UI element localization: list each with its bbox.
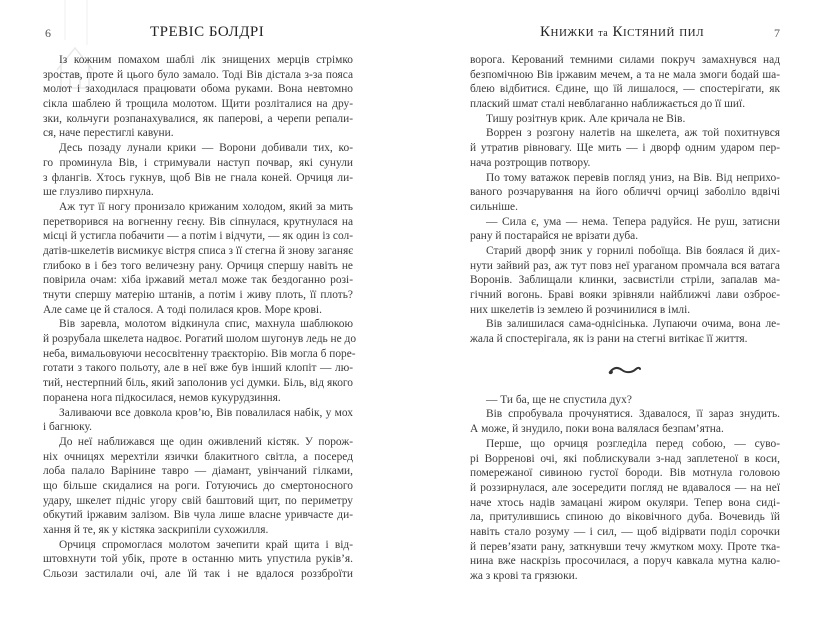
- section-ornament-icon: [470, 347, 780, 393]
- text-line: Воррен з розгону налетів на шкелета, аж той похитнувся: [486, 127, 780, 140]
- text-line: перетворився на вогненну геєну. Вів сіпнулася, крутнулася на: [43, 215, 353, 228]
- text-line: повірила очам: хіба іржавий метал може так бездоганно розі-: [43, 274, 353, 287]
- paragraph: [470, 53, 780, 112]
- text-line: — Сила є, ума — нема. Тепера радуйся. Не руш, затисни: [486, 215, 780, 228]
- paragraph: [470, 407, 780, 436]
- paragraph: [43, 200, 353, 318]
- text-line: й роззирнулася, але зосередити погляд не вдавалося — на неї: [470, 481, 780, 494]
- text-line: тнути спершу матерію штанів, а потім і живу плоть, її плоть?: [43, 289, 353, 301]
- text-line: жала й спостерігала, як із рани на стегні витікає її життя.: [470, 333, 748, 346]
- text-line: ніх очницях мерехтіли язички блакитного світла, а посеред: [43, 450, 353, 463]
- paragraph: [43, 53, 353, 141]
- text-line: рі Ворренові очі, які поблискували з-над заплетеної в коси,: [470, 452, 780, 465]
- text-line: ся, наче перестиглі кавуни.: [43, 127, 174, 140]
- right-page-body: [470, 53, 780, 584]
- paragraph: [470, 244, 780, 317]
- running-head-left: ТРЕВІС БОЛДРІ: [150, 24, 265, 40]
- text-line: сікла шаблею й трощила молотом. Щити розліталися на дру-: [43, 98, 353, 111]
- paragraph: [43, 538, 353, 582]
- text-line: сильніше.: [470, 200, 518, 213]
- text-line: По тому ватажок перевів погляд униз, на Вів. Від неприхо-: [486, 171, 780, 184]
- text-line: удару, шкелет підніс угору свій баштовий щит, по периметру: [43, 494, 353, 507]
- text-line: — Ти ба, ще не спустила дух?: [486, 393, 632, 406]
- text-line: поранена нога підкосилася, немов кукурудзиння.: [43, 391, 281, 404]
- text-line: Заливаючи все довкола кров’ю, Вів повалилася набік, у мох: [59, 406, 353, 419]
- text-line: плаский шмат сталі невблаганно наближається до її шиї.: [470, 98, 746, 111]
- running-head-part: Книжки: [540, 24, 595, 40]
- text-line: хання й те, як у кістяка заскрипіли сухожилля.: [43, 524, 269, 536]
- text-line: штовхнути той убік, проте в останню мить упустила руків’я.: [43, 553, 353, 566]
- text-line: зростав, проте й цього було замало. Тоді Вів дістала з-за пояса: [43, 68, 353, 81]
- text-line: Воронів. Заблищали клинки, засвистіли стріли, запалав ма-: [470, 274, 780, 287]
- paragraph: [470, 171, 780, 215]
- text-line: го проминула Вів, і стримували наступ почвар, які сунули: [43, 156, 353, 169]
- text-line: що більше скидалися на роги. Готуючись до смертоносного: [43, 479, 353, 492]
- paragraph: [43, 406, 353, 435]
- text-line: помережаної сивиною густої бороди. Вів мотнула головою: [470, 467, 780, 480]
- text-line: гічний вогонь. Браві вояки зрівняли найближчі лави озброє-: [470, 289, 780, 301]
- text-line: лоба палало Варінине тавро — діамант, увінчаний гілками,: [43, 465, 353, 478]
- text-line: готати з такого польоту, але в неї вже був інший клопіт — лю-: [43, 362, 353, 375]
- text-line: Тишу розітнув крик. Але кричала не Вів.: [486, 112, 686, 125]
- paragraph: [43, 317, 357, 405]
- text-line: ваного розчарування на його обличчі орчиці заболіло вдвічі: [470, 186, 780, 199]
- paragraph: [43, 141, 353, 200]
- text-line: рану й постарайся не врізати дуба.: [470, 230, 639, 243]
- text-line: тий, нестерпний біль, який заполонив усі думки. Біль, від якого: [43, 377, 353, 390]
- text-line: блею відбитися. Єдине, що їй лишалося, — спостерігати, як: [470, 83, 780, 96]
- text-line: ше глузливо пирхнула.: [43, 186, 154, 199]
- text-line: обкутий іржавим залізом. Вів чула лише власне уривчасте ди-: [43, 509, 353, 522]
- text-line: жа з крові та грязюки.: [470, 570, 578, 582]
- text-line: безпомічною Вів іржавим мечем, а та не мала змоги бодай ша-: [470, 68, 780, 81]
- paragraph: [470, 317, 780, 346]
- paragraph: [43, 435, 353, 538]
- text-line: Вів залишилася сама-однісінька. Лупаючи очима, вона ле-: [486, 318, 780, 331]
- text-line: Але саме це й сталося. А тоді полилася кров. Море крові.: [43, 303, 322, 316]
- paragraph: [470, 437, 780, 584]
- paragraph: [470, 112, 780, 127]
- text-line: Перше, що орчиця розгледіла перед собою, — суво-: [486, 437, 780, 450]
- running-head-right: [540, 24, 704, 41]
- text-line: них шкелетів із землею й розчинилися в імлі.: [470, 303, 691, 316]
- text-line: навіть стало розуму — і сил, — щоб відірвати поділ сорочки: [470, 525, 780, 538]
- text-line: Старий дворф зник у горнилі побоїща. Вів боялася й дих-: [486, 244, 780, 257]
- text-line: нина вже наскрізь просочилася, а поруч кавкала мутна калю-: [470, 555, 780, 568]
- text-line: Сльози застилали очі, але їй так і не вдалося роззброїти: [43, 568, 353, 581]
- text-line: Орчиця спромоглася молотом зачепити край щита і від-: [59, 538, 353, 551]
- text-line: ворога. Керований темними силами покруч замахнувся над: [470, 54, 780, 66]
- text-line: зки, кольчуги розпанахувалися, як паперові, а черепи репали-: [43, 112, 353, 125]
- text-line: До неї наближався ще один оживлений кістяк. У порож-: [59, 435, 353, 448]
- text-line: ла, притулившись спиною до віковічного дуба. Вочевидь їй: [470, 511, 780, 524]
- text-line: Із кожним помахом шаблі лік знищених мерців стрімко: [59, 54, 353, 66]
- text-line: і багнюку.: [43, 421, 92, 434]
- paragraph: [470, 126, 780, 170]
- running-head-part: Кістяний пил: [612, 24, 705, 40]
- text-line: місці й устигла побачити — а потім і відчути, — як один із сол-: [43, 230, 353, 243]
- text-line: Вів спробувала прочунятися. Здавалося, її зараз знудить.: [486, 408, 780, 421]
- text-line: нути зайвий раз, аж тут повз неї ураганом промчала вся ватага: [470, 259, 780, 272]
- running-head-part: та: [598, 28, 609, 39]
- text-line: молот і заходилася працювати обома руками. Вона невтомно: [43, 83, 353, 96]
- text-line: й розрубала шкелета надвоє. Рогатий шолом шугонув ледь не до: [43, 333, 357, 346]
- text-line: й утратив рівновагу. Ще мить — і дворф одним ударом пер-: [470, 142, 780, 155]
- text-line: Вів заревла, молотом відкинула спис, махнула шаблюкою: [59, 318, 353, 331]
- paragraph: [470, 215, 780, 244]
- text-line: глибоко в і без того величезну рану. Орчиця спершу навіть не: [43, 259, 353, 272]
- page-number-right: 7: [774, 26, 780, 40]
- text-line: нача розтрощив потвору.: [470, 156, 591, 169]
- text-line: з флангів. Хтось гукнув, щоб Вів не гнала коней. Орчиця ли-: [43, 171, 353, 184]
- text-line: наче хтось надів замацані жиром окуляри. Тепер вона сиді-: [470, 496, 780, 509]
- text-line: неба, вимальовуючи несосвітенну траєкторію. Вів могла б поре-: [43, 347, 356, 360]
- text-line: Десь позаду лунали крики — Ворони добивали тих, ко-: [59, 142, 353, 155]
- text-line: й перев’язати рану, заткнувши течу жмутком моху. Проте тка-: [470, 540, 780, 553]
- text-line: Аж тут її ногу пронизало крижаним холодом, який за мить: [59, 200, 353, 213]
- left-page-body: [43, 53, 357, 582]
- paragraph: [470, 393, 780, 408]
- text-line: А може, й знудило, поки вона валялася безпам’ятна.: [470, 423, 724, 436]
- text-line: датів-шкелетів висмикує вістря списа з її стегна й знову заганяє: [43, 244, 354, 257]
- page-number-left: 6: [45, 26, 51, 40]
